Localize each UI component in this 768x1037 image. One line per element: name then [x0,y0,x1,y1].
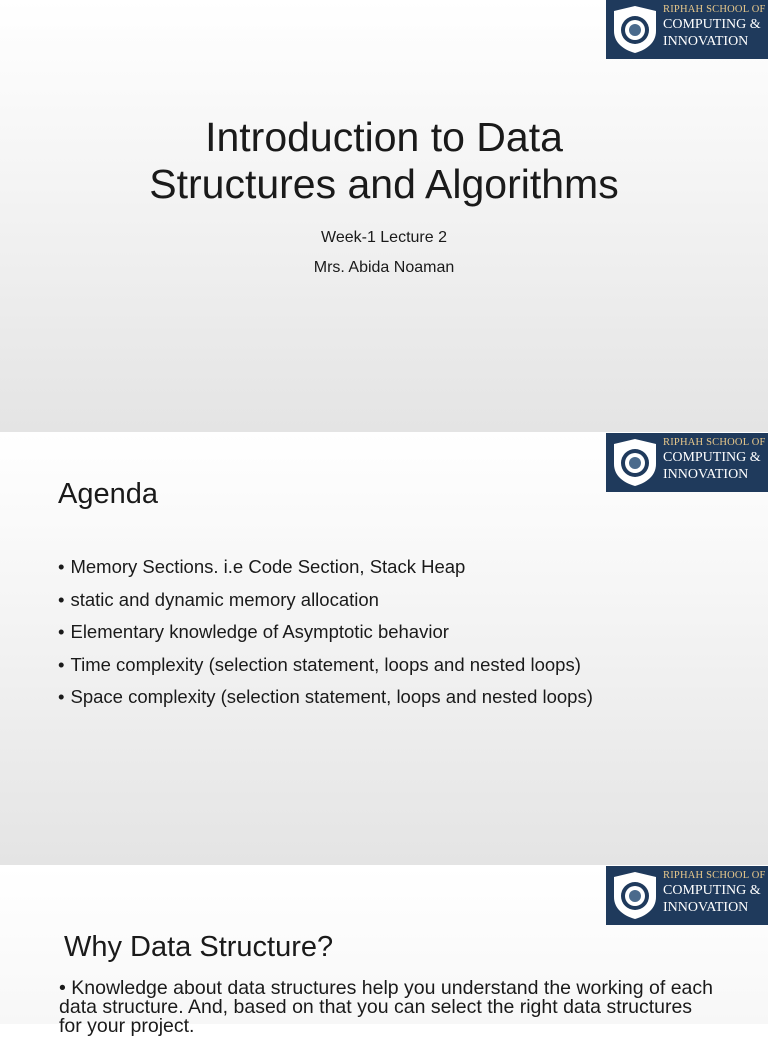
logo-line-1: RIPHAH SCHOOL OF [663,4,766,15]
title-line-2: Structures and Algorithms [149,161,619,207]
agenda-heading: Agenda [58,478,158,510]
slide-agenda [0,433,768,865]
slide-title [0,0,768,432]
university-seal-icon [612,438,658,487]
logo-line-1: RIPHAH SCHOOL OF [663,870,766,881]
riphah-logo [606,433,768,492]
logo-line-2: COMPUTING & [663,17,761,32]
university-seal-icon [612,871,658,920]
agenda-item: • Memory Sections. i.e Code Section, Stack Heap [58,551,593,584]
university-seal-icon [612,5,658,54]
title-line-1: Introduction to Data [205,114,563,160]
agenda-item: • Time complexity (selection statement, loops and nested loops) [58,649,593,682]
slide-why-data-structure [0,866,768,1037]
agenda-list [58,551,593,714]
logo-line-3: INNOVATION [663,467,749,482]
logo-line-3: INNOVATION [663,34,749,49]
logo-line-2: COMPUTING & [663,883,761,898]
why-paragraph: • Knowledge about data structures help you understand the working of each data structure. And, based on that you can select the right data structures for your project. [59,977,714,1037]
slide-title-text [0,114,768,208]
logo-line-1: RIPHAH SCHOOL OF [663,437,766,448]
lecture-subtitle: Week-1 Lecture 2 [321,229,447,246]
logo-line-3: INNOVATION [663,900,749,915]
why-heading: Why Data Structure? [64,931,334,963]
agenda-item: • Space complexity (selection statement, loops and nested loops) [58,681,593,714]
author-name: Mrs. Abida Noaman [313,259,455,276]
agenda-item: • Elementary knowledge of Asymptotic behavior [58,616,593,649]
riphah-logo [606,0,768,59]
logo-line-2: COMPUTING & [663,450,761,465]
agenda-item: • static and dynamic memory allocation [58,584,593,617]
riphah-logo [606,866,768,925]
